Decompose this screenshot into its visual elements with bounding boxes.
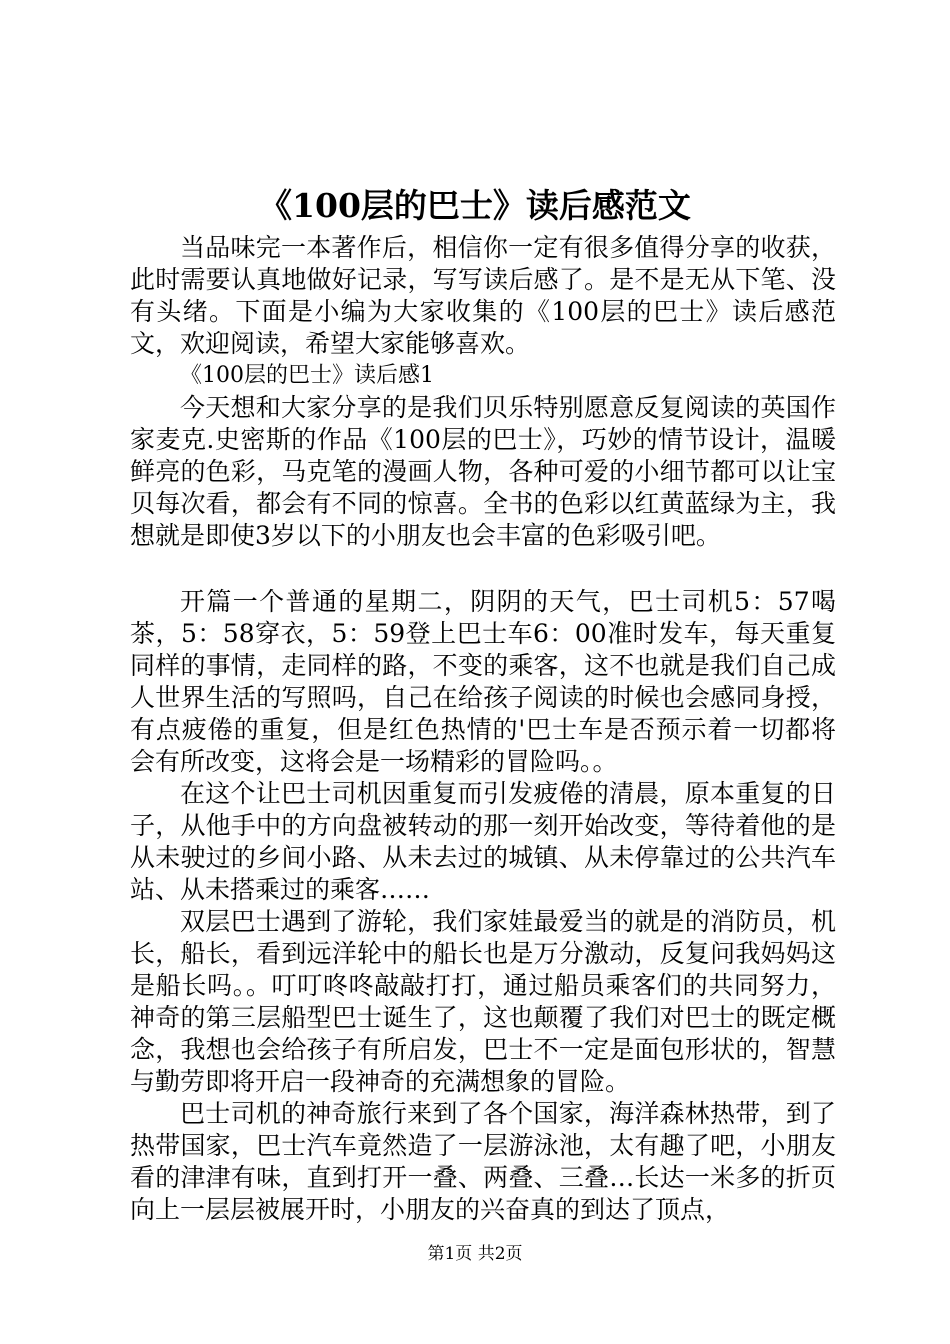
document-body xyxy=(130,232,836,1226)
body-paragraph: 开篇一个普通的星期二，阴阴的天气，巴士司机5：57喝茶，5：58穿衣，5：59登上巴士车6：00准时发车，每天重复同样的事情，走同样的路，不变的乘客，这不也就是我们自己成人世界生活的写照吗，自己在给孩子阅读的时候也会感同身授，有点疲倦的重复，但是红色热情的'巴士车是否预示着一切都将会有所改变，这将会是一场精彩的冒险吗。。 xyxy=(130,587,836,776)
body-paragraph: 在这个让巴士司机因重复而引发疲倦的清晨，原本重复的日子，从他手中的方向盘被转动的那一刻开始改变，等待着他的是从未驶过的乡间小路、从未去过的城镇、从未停靠过的公共汽车站、从未搭乘过的乘客…… xyxy=(130,779,836,904)
paragraph-gap xyxy=(130,552,836,586)
document-title: 《100层的巴士》读后感范文 xyxy=(259,186,691,225)
section-heading: 《100层的巴士》读后感1 xyxy=(180,363,434,388)
body-paragraph: 今天想和大家分享的是我们贝乐特别愿意反复阅读的英国作家麦克.史密斯的作品《100层的巴士》，巧妙的情节设计，温暖鲜亮的色彩，马克笔的漫画人物，各种可爱的小细节都可以让宝贝每次看，都会有不同的惊喜。全书的色彩以红黄蓝绿为主，我想就是即使3岁以下的小朋友也会丰富的色彩吸引吧。 xyxy=(130,393,836,550)
body-paragraph: 巴士司机的神奇旅行来到了各个国家，海洋森林热带，到了热带国家，巴士汽车竟然造了一层游泳池，太有趣了吧，小朋友看的津津有味，直到打开一叠、两叠、三叠…长达一米多的折页向上一层层被展开时，小朋友的兴奋真的到达了顶点， xyxy=(130,1099,836,1224)
page-footer: 第1页 共2页 xyxy=(427,1244,523,1264)
intro-paragraph: 当品味完一本著作后，相信你一定有很多值得分享的收获，此时需要认真地做好记录，写写读后感了。是不是无从下笔、没有头绪。下面是小编为大家收集的《100层的巴士》读后感范文，欢迎阅读，希望大家能够喜欢。 xyxy=(130,233,836,358)
body-paragraph: 双层巴士遇到了游轮，我们家娃最爱当的就是的消防员，机长，船长，看到远洋轮中的船长也是万分激动，反复问我妈妈这是船长吗。。叮叮咚咚敲敲打打，通过船员乘客们的共同努力，神奇的第三层船型巴士诞生了，这也颠覆了我们对巴士的既定概念，我想也会给孩子有所启发，巴士不一定是面包形状的，智慧与勤劳即将开启一段神奇的充满想象的冒险。 xyxy=(130,907,836,1096)
